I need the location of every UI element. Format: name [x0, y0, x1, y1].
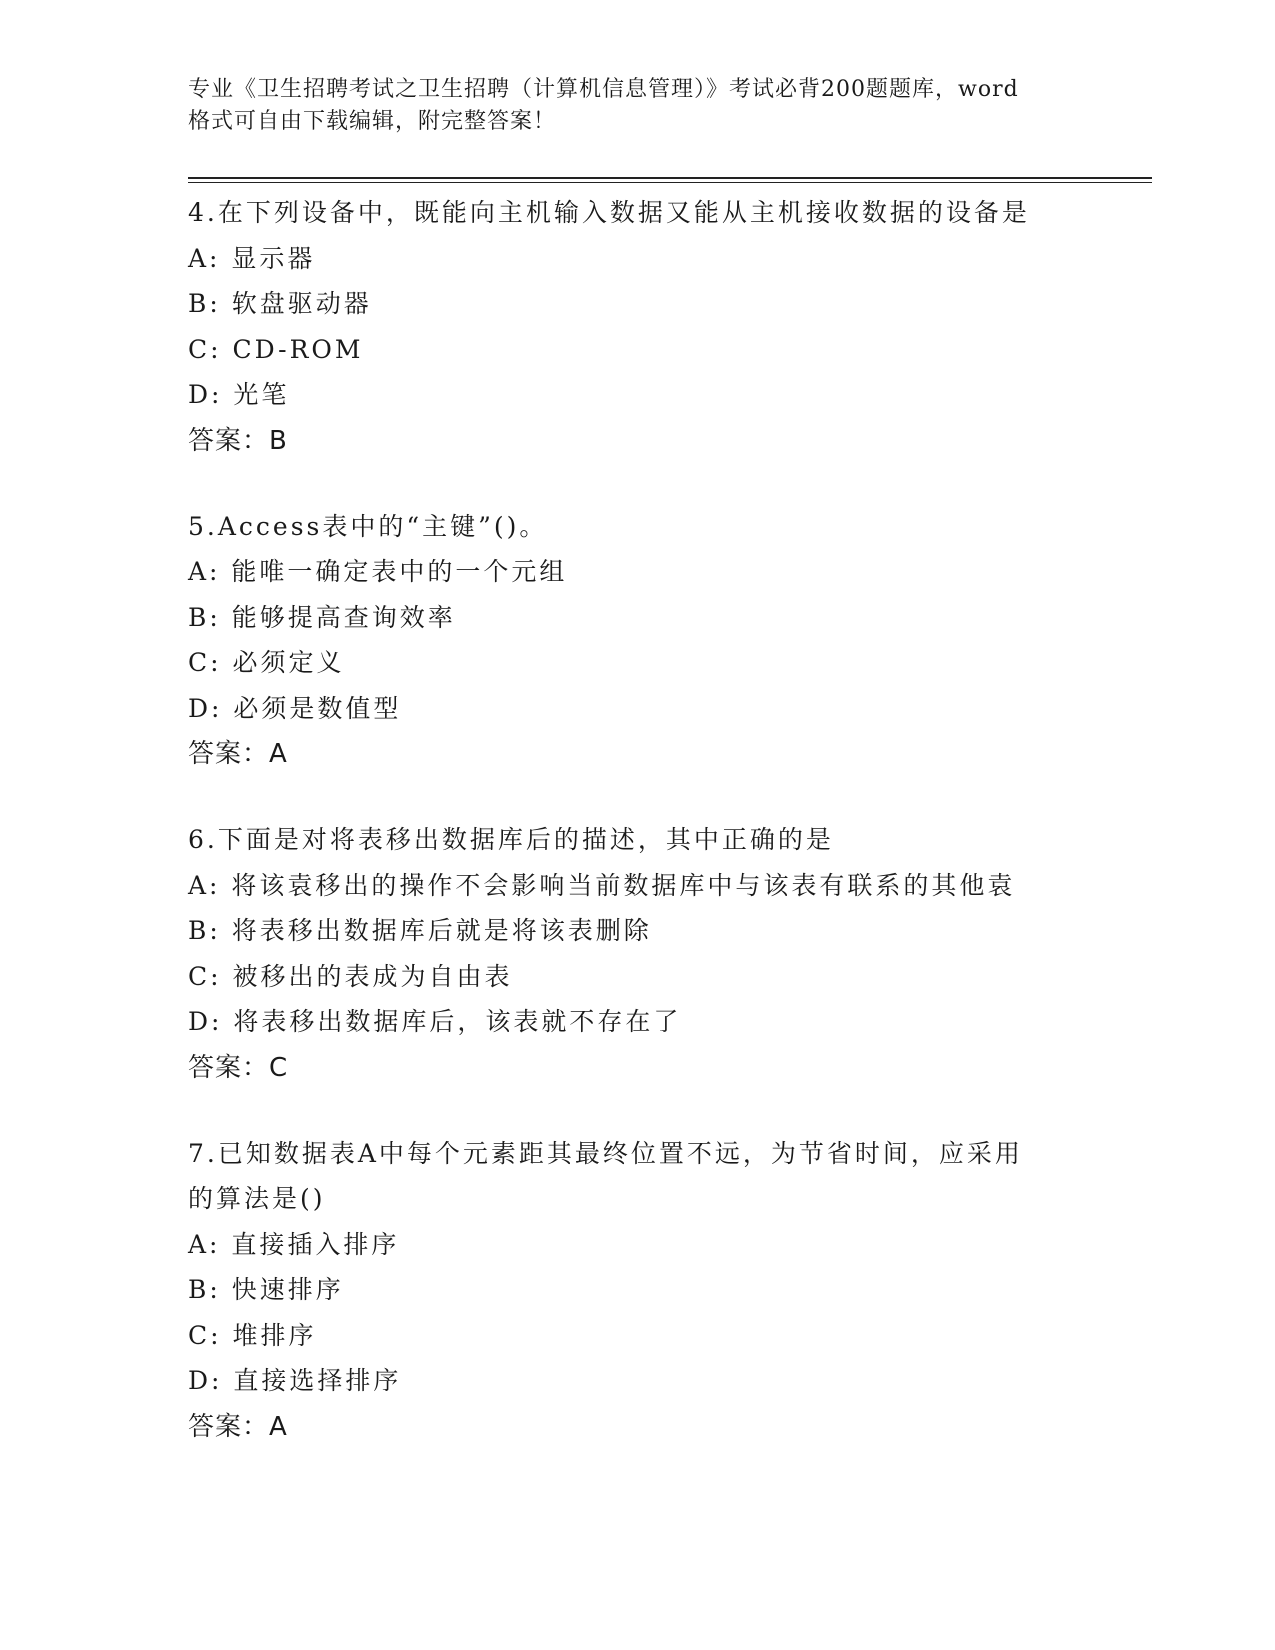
option-a: A: 显示器 — [188, 243, 316, 273]
answer-label: 答案：B — [188, 425, 288, 456]
option-b: B: 快速排序 — [188, 1275, 344, 1304]
question-4 — [188, 190, 1128, 464]
option-a: A: 将该袁移出的操作不会影响当前数据库中与该表有联系的其他袁 — [188, 870, 1016, 900]
option-d: D: 光笔 — [188, 380, 290, 409]
header-line-1: 专业《卫生招聘考试之卫生招聘（计算机信息管理）》考试必背200题题库，word — [188, 77, 1019, 102]
question-stem-line-1: 7.已知数据表A中每个元素距其最终位置不远，为节省时间，应采用 — [188, 1138, 1023, 1168]
question-6 — [188, 817, 1128, 1091]
option-a: A: 直接插入排序 — [188, 1229, 400, 1259]
option-b: B: 能够提高查询效率 — [188, 602, 456, 632]
question-7 — [188, 1131, 1128, 1450]
question-stem: 6.下面是对将表移出数据库后的描述，其中正确的是 — [188, 825, 834, 854]
option-d: D: 必须是数值型 — [188, 693, 402, 723]
option-a: A: 能唯一确定表中的一个元组 — [188, 557, 568, 586]
header-line-2: 格式可自由下载编辑，附完整答案！ — [188, 109, 557, 134]
question-stem-line-2: 的算法是() — [188, 1184, 326, 1213]
question-stem: 4.在下列设备中，既能向主机输入数据又能从主机接收数据的设备是 — [188, 198, 1030, 227]
option-b: B: 软盘驱动器 — [188, 289, 372, 318]
option-d: D: 将表移出数据库后，该表就不存在了 — [188, 1007, 682, 1036]
answer-label: 答案：A — [188, 1411, 288, 1442]
option-c: C: 被移出的表成为自由表 — [188, 961, 513, 991]
answer-label: 答案：C — [188, 1052, 289, 1083]
option-c: C: CD-ROM — [188, 334, 364, 364]
question-list — [188, 190, 1128, 1490]
question-stem: 5.Access表中的“主键”()。 — [188, 511, 548, 541]
option-c: C: 必须定义 — [188, 648, 345, 677]
header-rule-thick — [188, 177, 1152, 179]
option-b: B: 将表移出数据库后就是将该表删除 — [188, 916, 652, 945]
header-rule-thin — [188, 182, 1152, 183]
answer-label: 答案：A — [188, 739, 288, 769]
question-5 — [188, 504, 1128, 778]
option-c: C: 堆排序 — [188, 1320, 317, 1350]
option-d: D: 直接选择排序 — [188, 1366, 402, 1395]
document-header — [188, 74, 1088, 138]
